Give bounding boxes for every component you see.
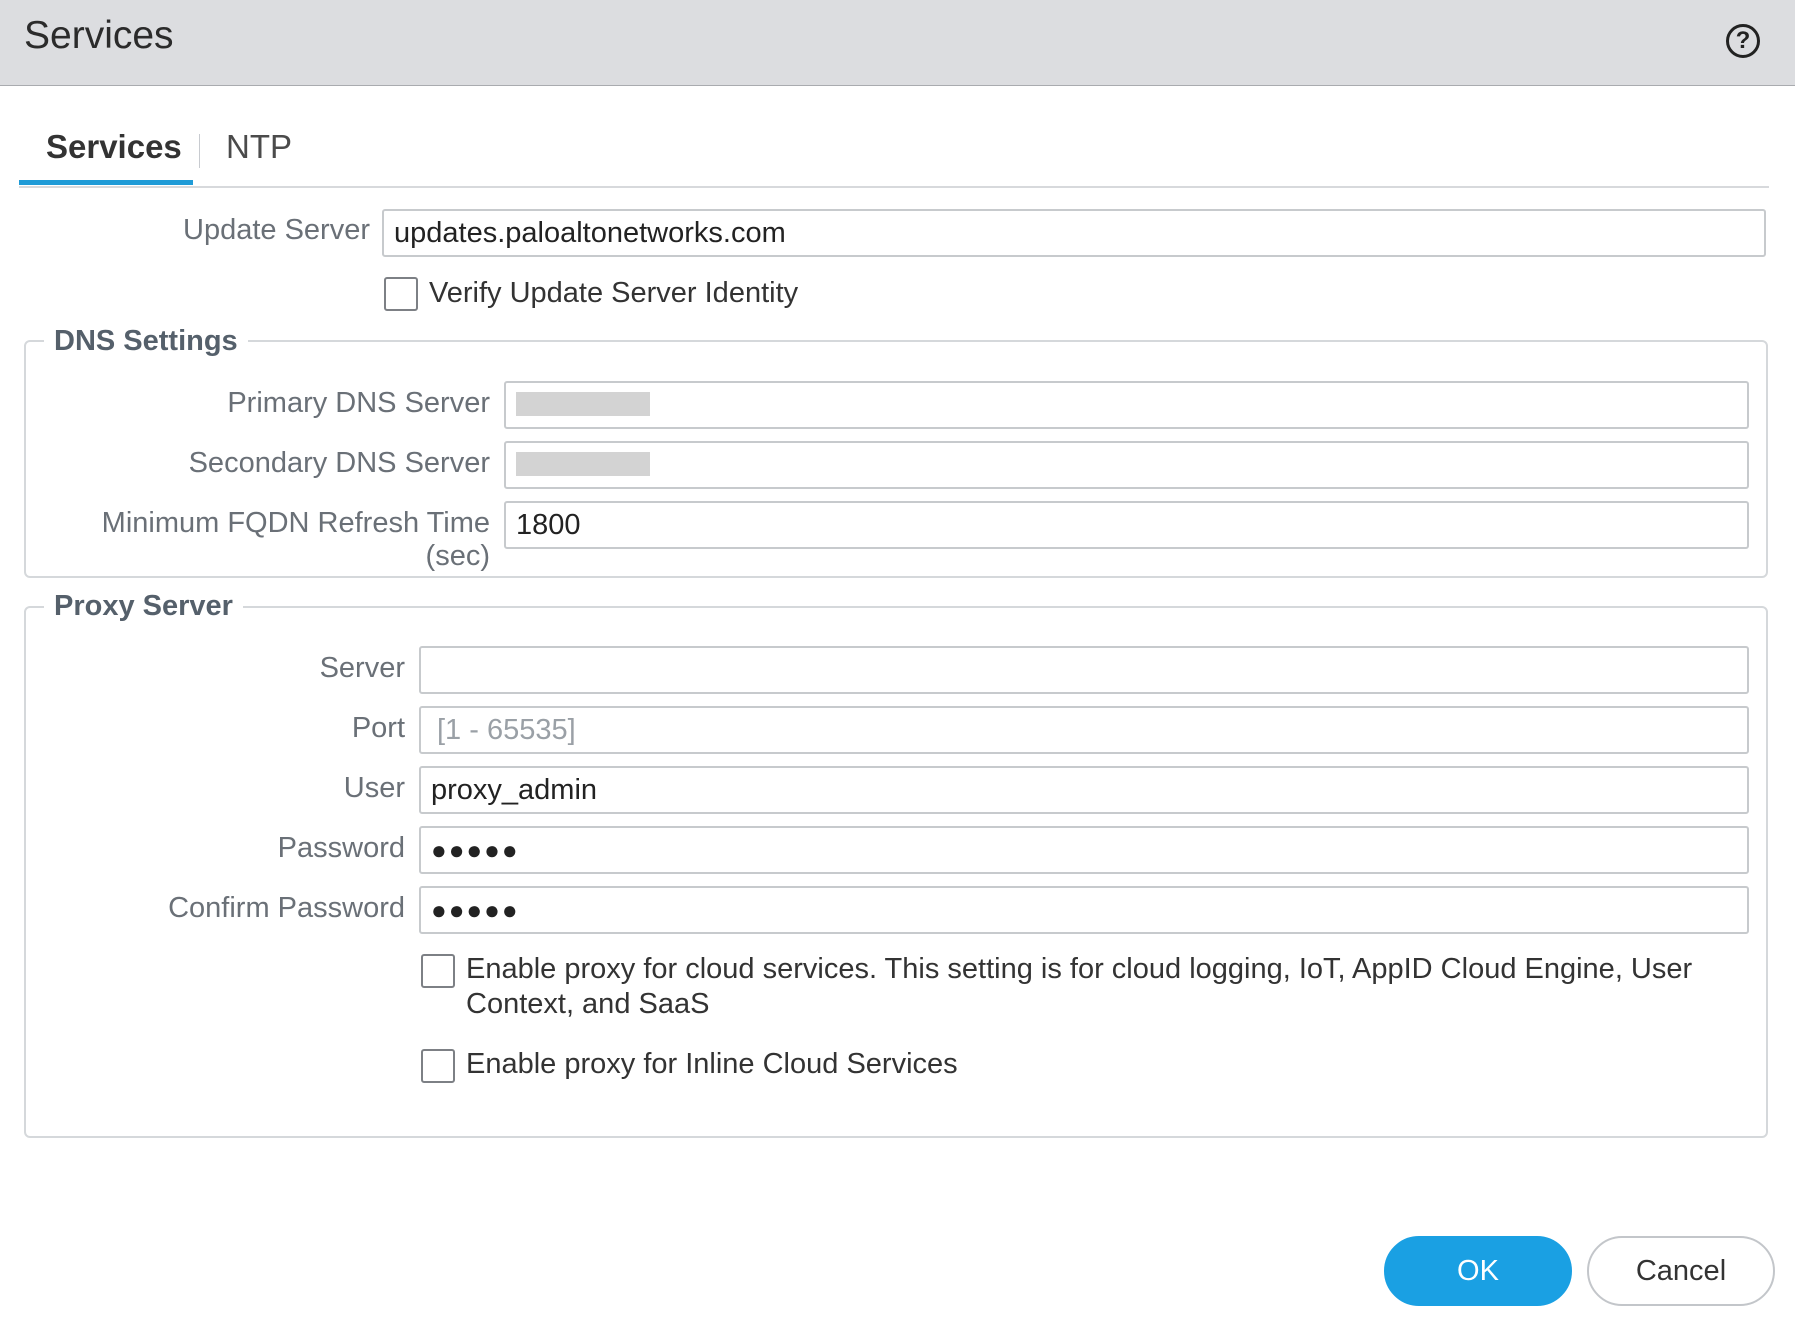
update-server-label: Update Server — [183, 214, 370, 246]
cloud-services-proxy-checkbox[interactable] — [421, 954, 455, 988]
proxy-port-label: Port — [351, 712, 405, 744]
tab-separator — [199, 134, 200, 168]
proxy-confirm-password-label: Confirm Password — [168, 892, 405, 924]
secondary-dns-input[interactable] — [504, 441, 1749, 489]
proxy-user-label: User — [343, 772, 405, 804]
dns-settings-legend: DNS Settings — [44, 325, 248, 358]
redacted-value — [516, 392, 650, 416]
proxy-port-input[interactable]: [1 - 65535] — [419, 706, 1749, 754]
tab-services[interactable]: Services — [46, 128, 182, 165]
ok-button[interactable]: OK — [1384, 1236, 1572, 1306]
proxy-user-input[interactable]: proxy_admin — [419, 766, 1749, 814]
proxy-password-input[interactable]: ●●●●● — [419, 826, 1749, 874]
proxy-server-label: Server — [319, 652, 405, 684]
redacted-value — [516, 452, 650, 476]
dialog-titlebar — [0, 0, 1795, 86]
help-icon[interactable]: ? — [1726, 24, 1760, 58]
fqdn-refresh-label: Minimum FQDN Refresh Time (sec) — [101, 507, 490, 572]
dialog-title: Services — [24, 14, 174, 57]
primary-dns-input[interactable] — [504, 381, 1749, 429]
verify-update-server-checkbox[interactable] — [384, 277, 418, 311]
tab-bar — [19, 118, 1769, 188]
fqdn-refresh-input[interactable]: 1800 — [504, 501, 1749, 549]
cancel-button[interactable]: Cancel — [1587, 1236, 1775, 1306]
proxy-confirm-password-input[interactable]: ●●●●● — [419, 886, 1749, 934]
tab-ntp[interactable]: NTP — [226, 128, 292, 165]
update-server-input[interactable]: updates.paloaltonetworks.com — [382, 209, 1766, 257]
inline-cloud-proxy-label: Enable proxy for Inline Cloud Services — [466, 1048, 958, 1080]
cloud-services-proxy-label: Enable proxy for cloud services. This setting is for cloud logging, IoT, AppID Cloud Engine, User Context, and SaaS — [466, 953, 1693, 1020]
proxy-server-input[interactable] — [419, 646, 1749, 694]
verify-update-server-label: Verify Update Server Identity — [429, 277, 799, 309]
inline-cloud-proxy-checkbox[interactable] — [421, 1049, 455, 1083]
proxy-password-label: Password — [277, 832, 405, 864]
primary-dns-label: Primary DNS Server — [227, 387, 490, 419]
proxy-server-legend: Proxy Server — [44, 590, 243, 623]
secondary-dns-label: Secondary DNS Server — [188, 447, 490, 479]
active-tab-indicator — [19, 180, 193, 185]
